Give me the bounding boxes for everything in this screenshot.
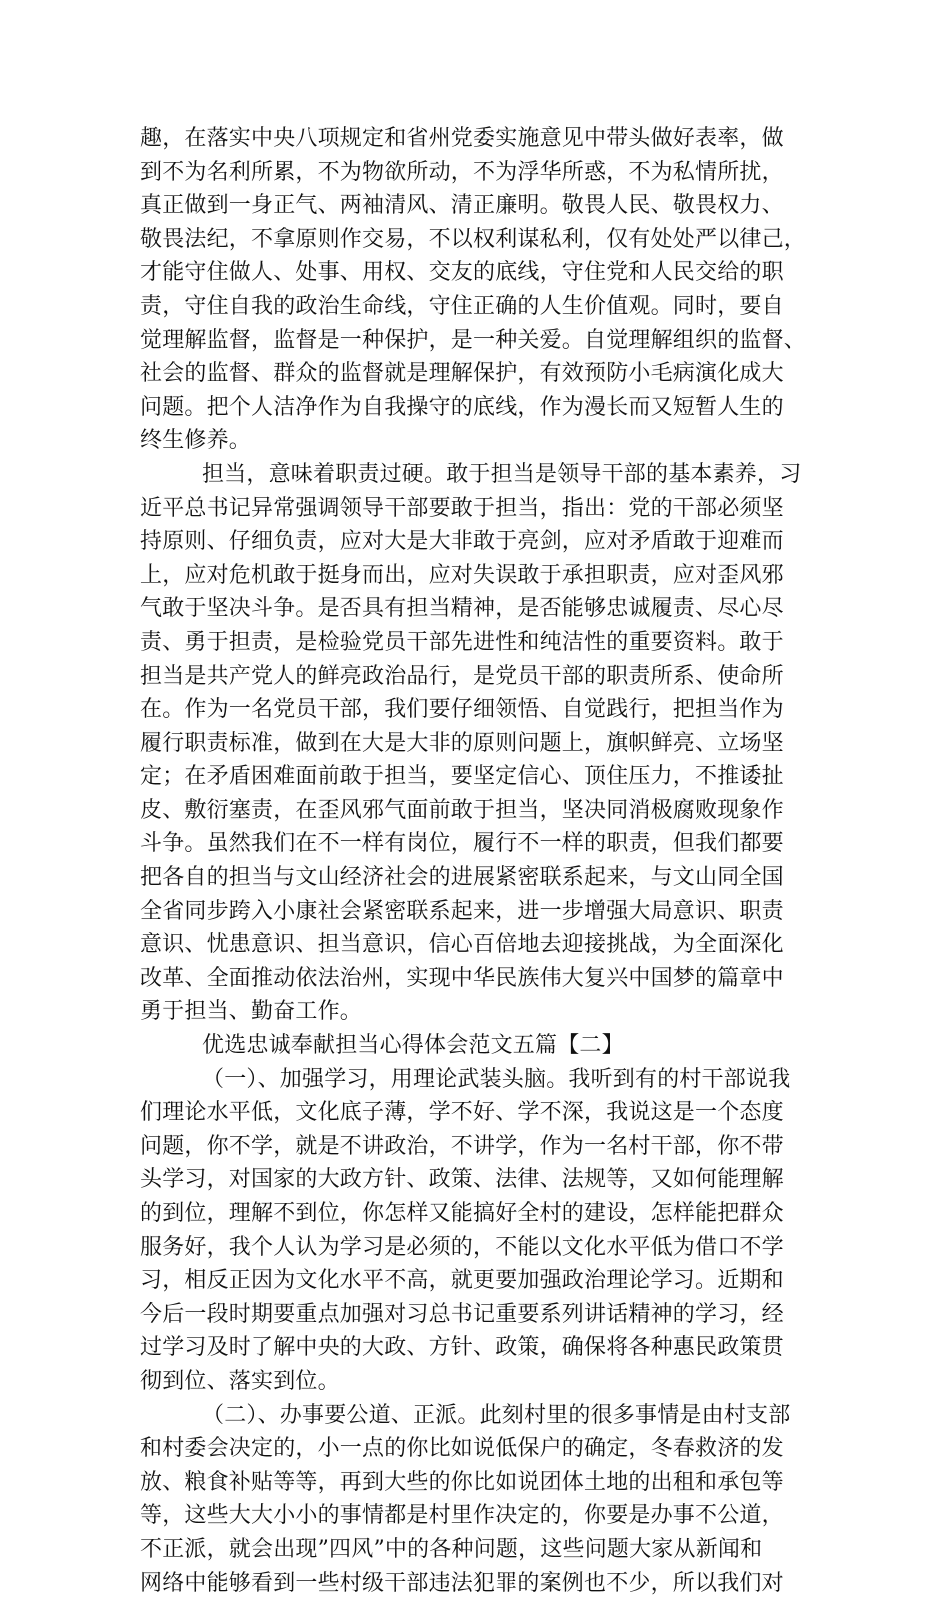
text-line: 们理论水平低，文化底子薄，学不好、学不深，我说这是一个态度 <box>140 1100 784 1126</box>
text-line: 勇于担当、勤奋工作。 <box>140 999 363 1025</box>
paragraph <box>140 122 808 458</box>
text-line: 在。作为一名党员干部，我们要仔细领悟、自觉践行，把担当作为 <box>140 697 784 723</box>
paragraph <box>140 1399 808 1600</box>
text-line: 斗争。虽然我们在不一样有岗位，履行不一样的职责，但我们都要 <box>140 831 784 857</box>
text-line: 彻到位、落实到位。 <box>140 1368 340 1394</box>
text-line: 问题，你不学，就是不讲政治，不讲学，作为一名村干部，你不带 <box>140 1133 784 1159</box>
text-line: 定；在矛盾困难面前敢于担当，要坚定信心、顶住压力，不推诿扯 <box>140 764 784 790</box>
text-line: 放、粮食补贴等等，再到大些的你比如说团体土地的出租和承包等 <box>140 1469 784 1495</box>
paragraph <box>140 1063 808 1399</box>
text-line: 持原则、仔细负责，应对大是大非敢于亮剑，应对矛盾敢于迎难而 <box>140 529 784 555</box>
text-line: 网络中能够看到一些村级干部违法犯罪的案例也不少，所以我们对 <box>140 1570 784 1596</box>
text-line: 觉理解监督，监督是一种保护，是一种关爱。自觉理解组织的监督、 <box>140 327 807 353</box>
text-line: 等，这些大大小小的事情都是村里作决定的，你要是办事不公道， <box>140 1503 784 1529</box>
text-line: 趣，在落实中央八项规定和省州党委实施意见中带头做好表率，做 <box>140 126 784 151</box>
text-line: 皮、敷衍塞责，在歪风邪气面前敢于担当，坚决同消极腐败现象作 <box>140 797 784 823</box>
paragraph <box>140 458 808 1029</box>
text-line: 全省同步跨入小康社会紧密联系起来，进一步增强大局意识、职责 <box>140 898 784 924</box>
text-line: 不正派，就会出现”四风”中的各种问题，这些问题大家从新闻和 <box>140 1536 763 1562</box>
text-line: 终生修养。 <box>140 428 252 454</box>
text-line: 担当，意味着职责过硬。敢于担当是领导干部的基本素养，习 <box>202 461 802 487</box>
text-line: 习，相反正因为文化水平不高，就更要加强政治理论学习。近期和 <box>140 1268 784 1294</box>
text-line: 意识、忧患意识、担当意识，信心百倍地去迎接挑战，为全面深化 <box>140 932 784 958</box>
text-line: 头学习，对国家的大政方针、政策、法律、法规等，又如何能理解 <box>140 1167 784 1193</box>
text-line: 改革、全面推动依法治州，实现中华民族伟大复兴中国梦的篇章中 <box>140 965 784 991</box>
text-line: 履行职责标准，做到在大是大非的原则问题上，旗帜鲜亮、立场坚 <box>140 730 784 756</box>
text-line: 真正做到一身正气、两袖清风、清正廉明。敬畏人民、敬畏权力、 <box>140 193 784 219</box>
text-line: 到不为名利所累，不为物欲所动，不为浮华所惑，不为私情所扰， <box>140 159 784 185</box>
text-line: 责、勇于担责，是检验党员干部先进性和纯洁性的重要资料。敢于 <box>140 629 784 655</box>
text-line: 责，守住自我的政治生命线，守住正确的人生价值观。同时，要自 <box>140 293 784 319</box>
text-line: 敬畏法纪，不拿原则作交易，不以权利谋私利，仅有处处严以律己， <box>140 226 807 252</box>
text-line: 和村委会决定的，小一点的你比如说低保户的确定，冬春救济的发 <box>140 1436 784 1462</box>
text-line: 今后一段时期要重点加强对习总书记重要系列讲话精神的学习，经 <box>140 1301 784 1327</box>
text-line: 的到位，理解不到位，你怎样又能搞好全村的建设，怎样能把群众 <box>140 1201 784 1226</box>
text-line: 担当是共产党人的鲜亮政治品行，是党员干部的职责所系、使命所 <box>140 663 784 689</box>
text-line: 气敢于坚决斗争。是否具有担当精神，是否能够忠诚履责、尽心尽 <box>140 596 784 622</box>
text-line: 服务好，我个人认为学习是必须的，不能以文化水平低为借口不学 <box>140 1234 784 1260</box>
text-line: 问题。把个人洁净作为自我操守的底线，作为漫长而又短暂人生的 <box>140 394 784 420</box>
text-line: 才能守住做人、处事、用权、交友的底线，守住党和人民交给的职 <box>140 260 784 286</box>
text-line: 上，应对危机敢于挺身而出，应对失误敢于承担职责，应对歪风邪 <box>140 562 784 588</box>
document-body <box>140 122 808 1600</box>
section-heading <box>140 1029 808 1063</box>
text-line: 过学习及时了解中央的大政、方针、政策，确保将各种惠民政策贯 <box>140 1335 784 1361</box>
text-line: 近平总书记异常强调领导干部要敢于担当，指出：党的干部必须坚 <box>140 495 784 521</box>
text-line: 把各自的担当与文山经济社会的进展紧密联系起来，与文山同全国 <box>140 865 784 891</box>
text-line: （二）、办事要公道、正派。此刻村里的很多事情是由村支部 <box>202 1402 791 1428</box>
text-line: 社会的监督、群众的监督就是理解保护，有效预防小毛病演化成大 <box>140 361 784 387</box>
text-line: 优选忠诚奉献担当心得体会范文五篇【二】 <box>202 1033 624 1059</box>
text-line: （一）、加强学习，用理论武装头脑。我听到有的村干部说我 <box>202 1066 791 1092</box>
